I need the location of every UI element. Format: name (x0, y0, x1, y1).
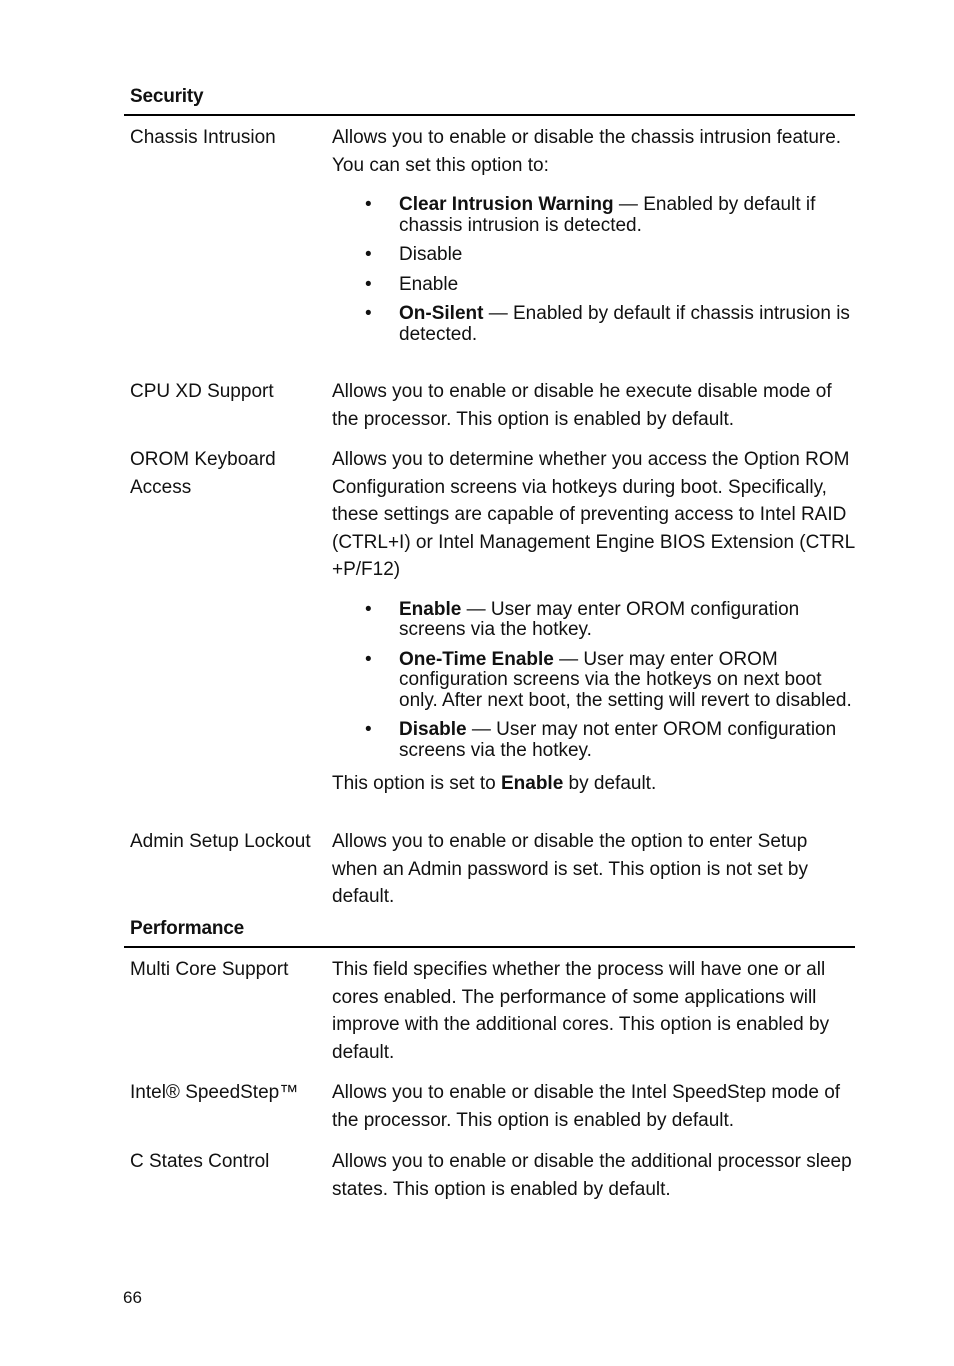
setting-description (332, 956, 855, 1066)
setting-row-c-states-control (130, 1148, 855, 1203)
description-text: Allows you to enable or disable the chassis intrusion feature. You can set this option to: (332, 127, 842, 176)
setting-description (332, 1079, 855, 1134)
setting-row-multi-core-support (130, 956, 855, 1066)
description-text: Allows you to determine whether you access the Option ROM Configuration screens via hotkeys during boot. Specifically, these settings are capable of preventing access to Intel RAID (CTRL+I) or Intel Management Engine BIOS Extension (CTRL +P/F12) (332, 449, 855, 580)
section-heading-security: Security (124, 86, 855, 116)
setting-description (332, 124, 855, 345)
list-item (332, 600, 855, 641)
setting-row-cpu-xd-support (130, 378, 855, 433)
option-text: Disable (399, 244, 463, 265)
setting-label: Chassis Intrusion (130, 127, 276, 148)
list-item (332, 275, 855, 296)
default-note-pre: This option is set to (332, 773, 501, 794)
setting-description (332, 378, 855, 433)
option-term: Enable (399, 598, 462, 620)
option-list (332, 600, 855, 762)
section-heading-performance: Performance (124, 918, 855, 948)
list-item (332, 304, 855, 345)
option-term: One-Time Enable (399, 648, 554, 670)
setting-row-orom-keyboard-access (130, 446, 855, 798)
setting-label: C States Control (130, 1151, 270, 1172)
option-text: — User may enter OROM configuration screens via the hotkeys on next boot only. After next boot, the setting will revert to disabled. (399, 648, 852, 711)
option-text: — User may enter OROM configuration screens via the hotkey. (399, 598, 800, 640)
setting-row-intel-speedstep (130, 1079, 855, 1134)
option-text: — Enabled by default if chassis intrusion is detected. (399, 303, 850, 345)
default-note (332, 770, 855, 798)
description-text: This field specifies whether the process will have one or all cores enabled. The performance of some applications will improve with the additional cores. This option is enabled by default. (332, 959, 830, 1063)
setting-label: Multi Core Support (130, 959, 289, 980)
list-item (332, 245, 855, 266)
setting-label: OROM Keyboard Access (130, 449, 276, 498)
description-text: Allows you to enable or disable the additional processor sleep states. This option is enabled by default. (332, 1151, 852, 1200)
option-list (332, 195, 855, 345)
option-term: On-Silent (399, 303, 484, 324)
default-note-term: Enable (500, 773, 564, 794)
setting-row-admin-setup-lockout (130, 828, 855, 911)
list-item (332, 720, 855, 761)
setting-label: Intel® SpeedStep™ (130, 1082, 299, 1103)
list-item (332, 195, 855, 236)
setting-label: CPU XD Support (130, 381, 274, 402)
option-text: — Enabled by default if chassis intrusion is detected. (399, 194, 816, 236)
option-text: Enable (399, 273, 459, 295)
setting-description (332, 1148, 855, 1203)
option-term: Disable (399, 719, 467, 740)
setting-row-chassis-intrusion (130, 124, 855, 354)
setting-description (332, 446, 855, 798)
description-text: Allows you to enable or disable the Intel SpeedStep mode of the processor. This option is enabled by default. (332, 1082, 841, 1131)
setting-label: Admin Setup Lockout (130, 831, 311, 852)
description-text: Allows you to enable or disable he execute disable mode of the processor. This option is enabled by default. (332, 381, 832, 430)
list-item (332, 650, 855, 712)
option-term: Clear Intrusion Warning (399, 194, 614, 215)
description-text: Allows you to enable or disable the option to enter Setup when an Admin password is set. This option is not set by default. (332, 831, 808, 907)
option-text: — User may not enter OROM configuration screens via the hotkey. (399, 719, 837, 761)
default-note-post: by default. (563, 773, 657, 794)
page-number: 66 (123, 1288, 142, 1307)
setting-description (332, 828, 855, 911)
